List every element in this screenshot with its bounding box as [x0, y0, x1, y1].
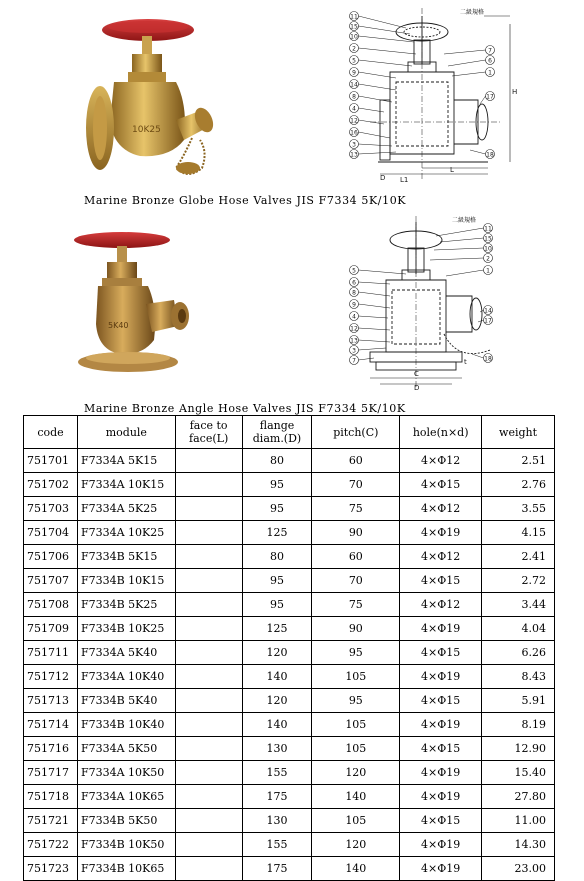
cell-flange-diam: 155: [242, 833, 312, 857]
table-row: [24, 809, 555, 833]
part-number-label: 15: [350, 23, 358, 31]
part-leader-line: [359, 348, 387, 350]
cell-face-to-face: [175, 641, 242, 665]
header-weight: weight: [482, 416, 555, 449]
cell-hole: 4×Φ15: [400, 737, 482, 761]
cell-weight: 2.72: [482, 569, 555, 593]
cell-code: 751716: [24, 737, 78, 761]
table-row: [24, 617, 555, 641]
part-number-label: 3: [352, 347, 356, 355]
table-row: [24, 737, 555, 761]
cell-hole: 4×Φ12: [400, 449, 482, 473]
part-leader-line: [359, 304, 391, 308]
table-row: [24, 713, 555, 737]
cell-module: F7334B 5K15: [77, 545, 175, 569]
cell-face-to-face: [175, 449, 242, 473]
dimension-label: t: [464, 358, 467, 366]
cell-weight: 3.55: [482, 497, 555, 521]
part-leader-line: [359, 316, 389, 318]
part-number-label: 4: [352, 313, 356, 321]
part-number-label: 7: [352, 357, 356, 365]
cell-hole: 4×Φ19: [400, 857, 482, 881]
cell-hole: 4×Φ19: [400, 713, 482, 737]
cell-module: F7334B 5K40: [77, 689, 175, 713]
cell-hole: 4×Φ12: [400, 545, 482, 569]
header-pitch: pitch(C): [312, 416, 400, 449]
cell-flange-diam: 120: [242, 641, 312, 665]
part-leader-line: [448, 60, 486, 66]
specification-table: [23, 415, 555, 881]
cell-code: 751706: [24, 545, 78, 569]
cell-pitch: 90: [312, 617, 400, 641]
part-leader-line: [434, 248, 484, 250]
part-leader-line: [359, 358, 375, 360]
part-leader-line: [359, 60, 413, 66]
cell-weight: 5.91: [482, 689, 555, 713]
cell-flange-diam: 125: [242, 617, 312, 641]
cell-module: F7334A 10K50: [77, 761, 175, 785]
part-number-label: 6: [352, 279, 356, 287]
drawing1-header-note: 二級規格: [460, 9, 485, 16]
cell-code: 751714: [24, 713, 78, 737]
cell-hole: 4×Φ19: [400, 833, 482, 857]
part-leader-line: [444, 50, 486, 54]
part-number-label: 18: [484, 355, 492, 363]
cell-flange-diam: 95: [242, 593, 312, 617]
dimension-label: D: [380, 174, 386, 182]
part-leader-line: [359, 144, 393, 146]
angle-valve-photo: [72, 228, 212, 380]
part-leader-line: [359, 328, 391, 330]
part-number-label: 11: [484, 225, 492, 233]
cell-module: F7334B 10K15: [77, 569, 175, 593]
cell-module: F7334A 10K65: [77, 785, 175, 809]
cell-code: 751717: [24, 761, 78, 785]
table-row: [24, 641, 555, 665]
table-row: [24, 521, 555, 545]
part-number-label: 15: [484, 235, 492, 243]
cell-flange-diam: 140: [242, 713, 312, 737]
part-number-label: 7: [488, 47, 492, 55]
cell-hole: 4×Φ12: [400, 593, 482, 617]
cell-pitch: 70: [312, 569, 400, 593]
cell-module: F7334A 10K25: [77, 521, 175, 545]
part-number-label: 5: [352, 267, 356, 275]
cell-hole: 4×Φ19: [400, 785, 482, 809]
cell-weight: 27.80: [482, 785, 555, 809]
cell-hole: 4×Φ15: [400, 689, 482, 713]
cell-flange-diam: 120: [242, 689, 312, 713]
cell-flange-diam: 125: [242, 521, 312, 545]
dimension-label: L1: [400, 176, 409, 184]
cell-module: F7334B 5K50: [77, 809, 175, 833]
part-number-label: 17: [484, 317, 492, 325]
table-row: [24, 593, 555, 617]
part-leader-line: [478, 320, 484, 322]
cell-flange-diam: 175: [242, 785, 312, 809]
part-number-label: 5: [352, 57, 356, 65]
cell-flange-diam: 130: [242, 809, 312, 833]
table-row: [24, 449, 555, 473]
cell-flange-diam: 175: [242, 857, 312, 881]
globe-valve-caption: Marine Bronze Globe Hose Valves JIS F7334 5K/10K: [84, 194, 407, 207]
cell-code: 751723: [24, 857, 78, 881]
cell-module: F7334A 5K50: [77, 737, 175, 761]
cell-face-to-face: [175, 713, 242, 737]
dimension-label: C: [414, 370, 419, 378]
part-number-label: 12: [350, 325, 358, 333]
cell-code: 751712: [24, 665, 78, 689]
cell-pitch: 105: [312, 737, 400, 761]
cell-pitch: 75: [312, 593, 400, 617]
part-leader-line: [359, 292, 391, 296]
cell-weight: 11.00: [482, 809, 555, 833]
part-number-label: 11: [350, 13, 358, 21]
cell-module: F7334B 5K25: [77, 593, 175, 617]
cell-face-to-face: [175, 809, 242, 833]
cell-code: 751704: [24, 521, 78, 545]
cell-module: F7334A 5K25: [77, 497, 175, 521]
cell-code: 751707: [24, 569, 78, 593]
table-row: [24, 785, 555, 809]
table-row: [24, 689, 555, 713]
part-number-label: 8: [352, 93, 356, 101]
angle-valve-caption: Marine Bronze Angle Hose Valves JIS F7334 5K/10K: [84, 402, 406, 415]
cell-code: 751703: [24, 497, 78, 521]
cell-flange-diam: 95: [242, 569, 312, 593]
part-leader-line: [452, 72, 486, 76]
part-leader-line: [440, 238, 484, 242]
cell-flange-diam: 95: [242, 497, 312, 521]
part-number-label: 2: [486, 255, 490, 263]
header-hole: hole(n×d): [400, 416, 482, 449]
cell-flange-diam: 155: [242, 761, 312, 785]
angle-valve-technical-drawing: [340, 212, 520, 392]
cell-pitch: 90: [312, 521, 400, 545]
cell-pitch: 140: [312, 785, 400, 809]
cell-module: F7334A 10K40: [77, 665, 175, 689]
header-face-to-face: face to face(L): [175, 416, 242, 449]
cell-module: F7334A 5K15: [77, 449, 175, 473]
cell-code: 751713: [24, 689, 78, 713]
table-row: [24, 473, 555, 497]
globe-valve-technical-drawing: [340, 4, 520, 184]
cell-module: F7334B 10K40: [77, 713, 175, 737]
part-number-label: 10: [484, 245, 492, 253]
cell-face-to-face: [175, 521, 242, 545]
cell-pitch: 60: [312, 545, 400, 569]
part-leader-line: [430, 258, 484, 260]
cell-weight: 2.41: [482, 545, 555, 569]
part-number-label: 8: [352, 289, 356, 297]
cell-face-to-face: [175, 761, 242, 785]
cell-flange-diam: 140: [242, 665, 312, 689]
part-number-label: 3: [352, 141, 356, 149]
cell-face-to-face: [175, 497, 242, 521]
cell-hole: 4×Φ12: [400, 497, 482, 521]
cell-face-to-face: [175, 617, 242, 641]
part-leader-line: [436, 228, 484, 236]
globe-body-marking: 10K25: [132, 125, 161, 135]
part-number-label: 12: [350, 117, 358, 125]
cell-weight: 12.90: [482, 737, 555, 761]
cell-weight: 8.19: [482, 713, 555, 737]
cell-pitch: 105: [312, 809, 400, 833]
cell-pitch: 95: [312, 689, 400, 713]
part-number-label: 13: [350, 337, 358, 345]
part-number-label: 10: [350, 33, 358, 41]
cell-face-to-face: [175, 545, 242, 569]
table-row: [24, 833, 555, 857]
cell-flange-diam: 95: [242, 473, 312, 497]
cell-face-to-face: [175, 857, 242, 881]
cell-weight: 6.26: [482, 641, 555, 665]
cell-code: 751721: [24, 809, 78, 833]
cell-code: 751711: [24, 641, 78, 665]
cell-flange-diam: 80: [242, 545, 312, 569]
cell-pitch: 105: [312, 665, 400, 689]
part-number-label: 9: [352, 69, 356, 77]
part-number-label: 2: [352, 45, 356, 53]
part-leader-line: [359, 96, 393, 102]
cell-hole: 4×Φ15: [400, 641, 482, 665]
table-row: [24, 497, 555, 521]
cell-module: F7334A 5K40: [77, 641, 175, 665]
part-leader-line: [359, 16, 407, 28]
cell-pitch: 120: [312, 833, 400, 857]
cell-weight: 3.44: [482, 593, 555, 617]
cell-pitch: 105: [312, 713, 400, 737]
cell-pitch: 140: [312, 857, 400, 881]
cell-face-to-face: [175, 785, 242, 809]
cell-weight: 4.04: [482, 617, 555, 641]
cell-hole: 4×Φ19: [400, 665, 482, 689]
cell-flange-diam: 80: [242, 449, 312, 473]
part-number-label: 14: [484, 307, 492, 315]
cell-hole: 4×Φ19: [400, 761, 482, 785]
cell-module: F7334B 10K65: [77, 857, 175, 881]
part-leader-line: [359, 282, 391, 284]
cell-module: F7334A 10K15: [77, 473, 175, 497]
cell-code: 751702: [24, 473, 78, 497]
cell-face-to-face: [175, 665, 242, 689]
cell-code: 751718: [24, 785, 78, 809]
part-number-label: 18: [486, 151, 494, 159]
part-number-label: 4: [352, 105, 356, 113]
drawing2-header-note: 二級規格: [452, 217, 477, 224]
cell-weight: 14.30: [482, 833, 555, 857]
cell-module: F7334B 10K50: [77, 833, 175, 857]
part-leader-line: [359, 340, 391, 342]
part-number-label: 16: [350, 129, 358, 137]
table-row: [24, 761, 555, 785]
dimension-label: D: [414, 384, 420, 392]
dimension-label: L: [450, 166, 454, 174]
part-number-label: 13: [350, 151, 358, 159]
part-number-label: 9: [352, 301, 356, 309]
cell-hole: 4×Φ19: [400, 617, 482, 641]
cell-code: 751701: [24, 449, 78, 473]
cell-code: 751708: [24, 593, 78, 617]
cell-face-to-face: [175, 833, 242, 857]
cell-module: F7334B 10K25: [77, 617, 175, 641]
cell-pitch: 95: [312, 641, 400, 665]
part-leader-line: [472, 354, 484, 358]
table-row: [24, 857, 555, 881]
part-leader-line: [446, 270, 484, 276]
cell-code: 751709: [24, 617, 78, 641]
cell-hole: 4×Φ15: [400, 569, 482, 593]
globe-valve-photo: [80, 10, 220, 188]
cell-face-to-face: [175, 689, 242, 713]
cell-face-to-face: [175, 473, 242, 497]
cell-weight: 8.43: [482, 665, 555, 689]
part-number-label: 17: [486, 93, 494, 101]
dimension-label: H: [512, 88, 518, 96]
header-flange-diam: flange diam.(D): [242, 416, 312, 449]
cell-weight: 4.15: [482, 521, 555, 545]
part-leader-line: [359, 270, 407, 274]
cell-flange-diam: 130: [242, 737, 312, 761]
cell-pitch: 75: [312, 497, 400, 521]
cell-weight: 2.51: [482, 449, 555, 473]
cell-face-to-face: [175, 593, 242, 617]
cell-weight: 2.76: [482, 473, 555, 497]
header-module: module: [77, 416, 175, 449]
cell-pitch: 60: [312, 449, 400, 473]
cell-hole: 4×Φ19: [400, 521, 482, 545]
cell-weight: 15.40: [482, 761, 555, 785]
header-code: code: [24, 416, 78, 449]
table-row: [24, 569, 555, 593]
cell-hole: 4×Φ15: [400, 473, 482, 497]
cell-pitch: 120: [312, 761, 400, 785]
part-number-label: 1: [488, 69, 492, 77]
table-row: [24, 665, 555, 689]
part-number-label: 1: [486, 267, 490, 275]
part-number-label: 6: [488, 57, 492, 65]
cell-pitch: 70: [312, 473, 400, 497]
part-leader-line: [480, 96, 486, 104]
part-number-label: 14: [350, 81, 358, 89]
angle-body-marking: 5K40: [108, 321, 129, 330]
table-header-row: [24, 416, 555, 449]
part-leader-line: [359, 132, 391, 138]
table-row: [24, 545, 555, 569]
cell-weight: 23.00: [482, 857, 555, 881]
cell-face-to-face: [175, 737, 242, 761]
part-leader-line: [470, 150, 486, 154]
cell-code: 751722: [24, 833, 78, 857]
cell-hole: 4×Φ15: [400, 809, 482, 833]
part-leader-line: [359, 48, 417, 54]
cell-face-to-face: [175, 569, 242, 593]
